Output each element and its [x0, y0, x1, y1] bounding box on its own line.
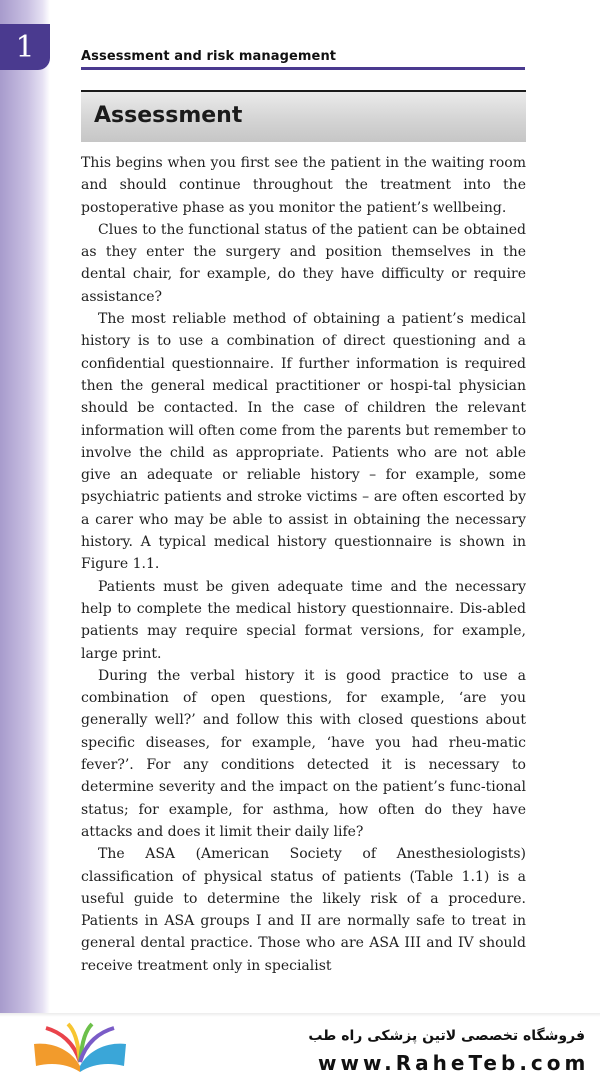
footer-url: www.RaheTeb.com — [318, 1051, 590, 1075]
paragraph: Patients must be given adequate time and the necessary help to complete the medical history questionnaire. Dis-abled patients may require special format versions, for example, large print. — [81, 578, 526, 662]
open-book-logo-icon — [30, 1022, 130, 1074]
section-title: Assessment — [94, 103, 243, 128]
side-color-strip — [0, 0, 50, 1013]
paragraph: Clues to the functional status of the patient can be obtained as they enter the surgery and position themselves in the dental chair, for example, do they have difficulty or require assistance? — [81, 221, 526, 305]
footer-shadow — [0, 1013, 600, 1017]
chapter-number-tab — [0, 24, 50, 70]
paragraph: The ASA (American Society of Anesthesiologists) classification of physical status of patients (Table 1.1) is a useful guide to determine the likely risk of a procedure. Patients in ASA groups I and II are normally safe to treat in general dental practice. Those who are ASA III and IV should receive treatment only in specialist — [81, 846, 526, 974]
section-banner-rule — [81, 90, 526, 92]
footer-store-name: فروشگاه تخصصی لاتین پزشکی راه طب — [308, 1028, 585, 1044]
running-head: Assessment and risk management — [81, 49, 337, 64]
section-banner — [81, 90, 526, 142]
body-text — [81, 152, 526, 1013]
paragraph: The most reliable method of obtaining a patient’s medical history is to use a combination of direct questioning and a confidential questionnaire. If further information is required then the general medical practitioner or hospi-tal physician should be contacted. In the case of children the relevant information will often come from the parents but remember to involve the child as appropriate. Patients who are not able give an adequate or reliable history – for example, some psychiatric patients and stroke victims – are often escorted by a carer who may be able to assist in obtaining the necessary history. A typical medical history questionnaire is shown in Figure 1.1. — [81, 311, 526, 573]
paragraph: This begins when you first see the patient in the waiting room and should continue throughout the treatment into the postoperative phase as you monitor the patient’s wellbeing. — [81, 155, 526, 216]
paragraph: During the verbal history it is good practice to use a combination of open questions, for example, ‘are you generally well?’ and follow this with closed questions about specific diseases, for example, ‘have you had rheu-matic fever?’. For any conditions detected it is necessary to determine severity and the impact on the patient’s func-tional status; for example, for asthma, how often do they have attacks and does it limit their daily life? — [81, 667, 526, 840]
running-head-rule — [81, 67, 525, 70]
chapter-number: 1 — [15, 29, 35, 65]
